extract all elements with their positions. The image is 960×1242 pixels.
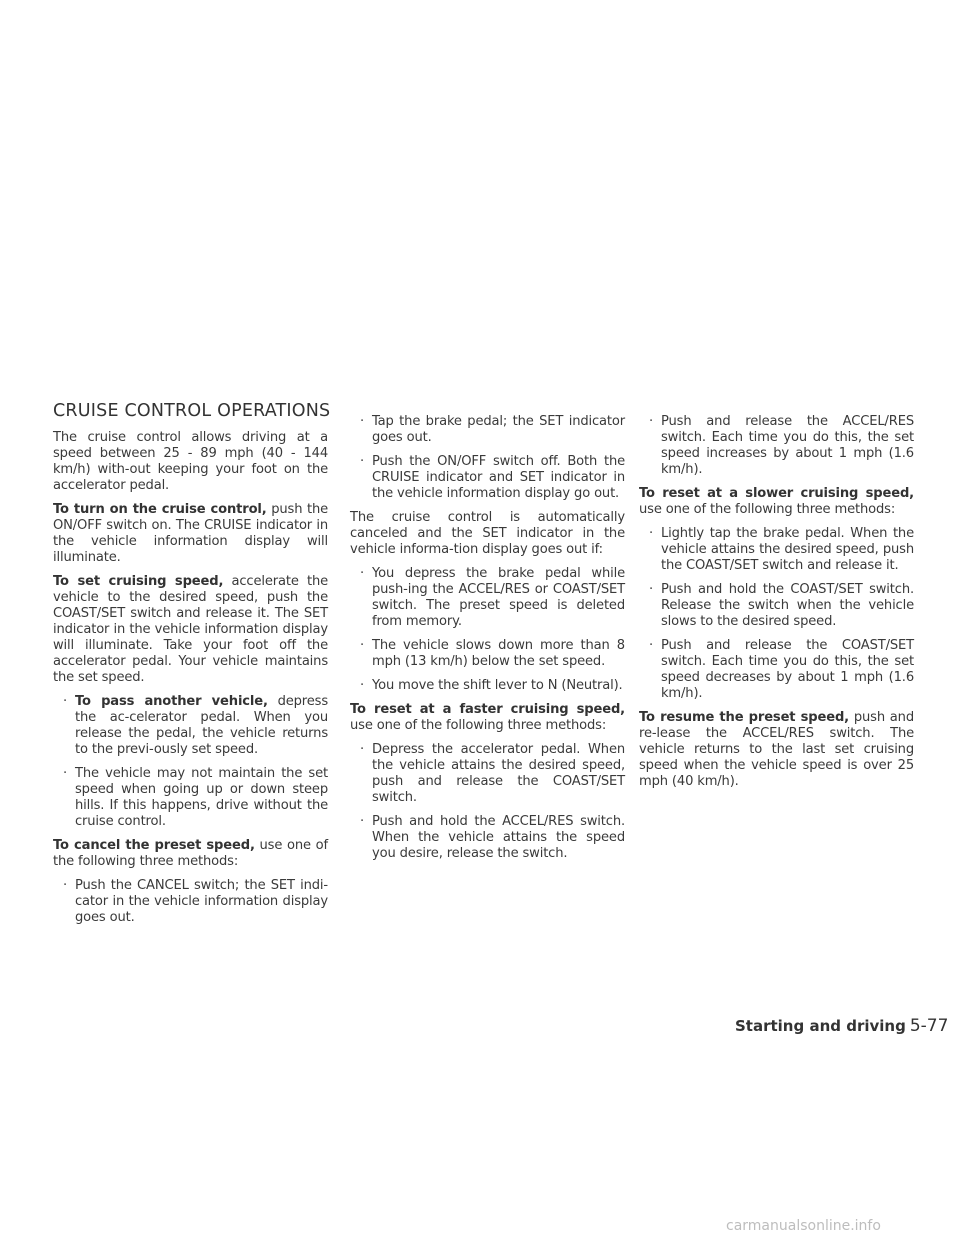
auto-cancel-list — [350, 566, 625, 694]
resume-paragraph — [639, 710, 914, 790]
set-speed-lead: To set cruising speed, — [53, 574, 224, 589]
list-item — [53, 694, 328, 758]
list-item — [350, 814, 625, 862]
faster-speed-lead: To reset at a faster cruising speed, — [350, 702, 625, 717]
bullet-icon: · — [649, 638, 654, 653]
bullet-icon: · — [360, 638, 365, 653]
slower-speed-text: use one of the following three methods: — [639, 502, 896, 517]
bullet-icon: · — [63, 694, 68, 709]
cancel-lead: To cancel the preset speed, — [53, 838, 255, 853]
cancel-text: use one of the following three methods: — [53, 838, 328, 869]
faster-speed-paragraph — [350, 702, 625, 734]
turn-on-lead: To turn on the cruise control, — [53, 502, 267, 517]
list-item-text: Lightly tap the brake pedal. When the vehicle attains the desired speed, push the COAST/SET switch and release it. — [661, 526, 914, 573]
resume-lead: To resume the preset speed, — [639, 710, 850, 725]
pass-vehicle-lead: To pass another vehicle, — [75, 694, 268, 709]
column-3 — [639, 414, 914, 798]
list-item — [350, 638, 625, 670]
slower-speed-paragraph — [639, 486, 914, 518]
bullet-icon: · — [63, 766, 68, 781]
section-heading: CRUISE CONTROL OPERATIONS — [53, 401, 331, 421]
list-item-text: Push and release the ACCEL/RES switch. Each time you do this, the set speed increases by about 1 mph (1.6 km/h). — [661, 414, 914, 477]
resume-text: push and re-lease the ACCEL/RES switch. The vehicle returns to the last set cruising speed when the vehicle speed is over 25 mph (40 km/h). — [639, 710, 914, 789]
list-item-text: Push and hold the COAST/SET switch. Release the switch when the vehicle slows to the desired speed. — [661, 582, 914, 629]
list-item-text: You depress the brake pedal while push-ing the ACCEL/RES or COAST/SET switch. The preset speed is deleted from memory. — [372, 566, 625, 629]
turn-on-text: push the ON/OFF switch on. The CRUISE indicator in the vehicle information display will illuminate. — [53, 502, 328, 565]
cancel-list — [53, 878, 328, 926]
list-item-text: Push the ON/OFF switch off. Both the CRUISE indicator and SET indicator in the vehicle information display go out. — [372, 454, 625, 501]
bullet-icon: · — [360, 454, 365, 469]
bullet-icon: · — [360, 414, 365, 429]
faster-speed-text: use one of the following three methods: — [350, 718, 607, 733]
list-item — [53, 878, 328, 926]
bullet-icon: · — [63, 878, 68, 893]
auto-cancel-paragraph: The cruise control is automatically canceled and the SET indicator in the vehicle informa-tion display goes out if: — [350, 510, 625, 557]
list-item — [350, 678, 625, 694]
faster-speed-list-continued — [639, 414, 914, 478]
list-item-text: Push the CANCEL switch; the SET indi-cator in the vehicle information display goes out. — [75, 878, 328, 925]
page-footer — [735, 1016, 948, 1036]
list-item-text: Push and hold the ACCEL/RES switch. When the vehicle attains the speed you desire, release the switch. — [372, 814, 625, 861]
column-1 — [53, 400, 331, 934]
list-item-text: The vehicle slows down more than 8 mph (13 km/h) below the set speed. — [372, 638, 625, 669]
list-item-text: Tap the brake pedal; the SET indicator goes out. — [372, 414, 625, 445]
bullet-icon: · — [649, 526, 654, 541]
list-item-text: You move the shift lever to N (Neutral). — [372, 678, 623, 693]
list-item-text: depress the ac-celerator pedal. When you release the pedal, the vehicle returns to the previ-ously set speed. — [75, 694, 328, 757]
list-item — [53, 766, 328, 830]
list-item-text: Push and release the COAST/SET switch. Each time you do this, the set speed decreases by about 1 mph (1.6 km/h). — [661, 638, 914, 701]
set-speed-text: accelerate the vehicle to the desired speed, push the COAST/SET switch and release it. The SET indicator in the vehicle information display will illuminate. Take your foot off the accelerator pedal. Your vehicle maintains the set speed. — [53, 574, 328, 685]
bullet-icon: · — [649, 414, 654, 429]
slower-speed-list — [639, 526, 914, 702]
list-item — [350, 414, 625, 446]
watermark: carmanualsonline.info — [726, 1218, 881, 1234]
list-item — [639, 414, 914, 478]
set-speed-paragraph — [53, 574, 328, 686]
footer-section-title: Starting and driving — [735, 1017, 906, 1035]
bullet-icon: · — [649, 582, 654, 597]
faster-speed-list — [350, 742, 625, 862]
cancel-list-continued — [350, 414, 625, 502]
list-item-text: Depress the accelerator pedal. When the vehicle attains the desired speed, push and release the COAST/SET switch. — [372, 742, 625, 805]
cancel-paragraph — [53, 838, 328, 870]
intro-paragraph: The cruise control allows driving at a speed between 25 - 89 mph (40 - 144 km/h) with-out keeping your foot on the accelerator pedal. — [53, 430, 328, 493]
list-item — [350, 454, 625, 502]
list-item — [350, 566, 625, 630]
set-speed-list — [53, 694, 328, 830]
list-item — [639, 526, 914, 574]
bullet-icon: · — [360, 678, 365, 693]
bullet-icon: · — [360, 742, 365, 757]
turn-on-paragraph — [53, 502, 328, 566]
list-item — [639, 638, 914, 702]
list-item — [639, 582, 914, 630]
list-item — [350, 742, 625, 806]
list-item-text: The vehicle may not maintain the set speed when going up or down steep hills. If this happens, drive without the cruise control. — [75, 766, 328, 829]
column-2 — [350, 414, 625, 870]
slower-speed-lead: To reset at a slower cruising speed, — [639, 486, 914, 501]
bullet-icon: · — [360, 566, 365, 581]
bullet-icon: · — [360, 814, 365, 829]
page-number: 5-77 — [909, 1016, 949, 1036]
